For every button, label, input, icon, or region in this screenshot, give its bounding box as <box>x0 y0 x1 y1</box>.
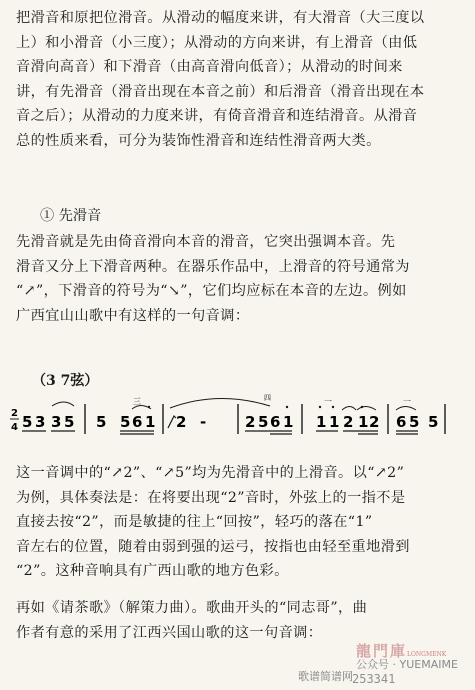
score-label: （3 7弦） <box>32 373 99 389</box>
note: 1 <box>145 413 156 431</box>
text-line: 音之后）；从滑动的力度来讲，有倚音滑音和连结滑音。从滑音 <box>16 108 418 124</box>
note: 2 <box>369 413 380 431</box>
time-signature-top: 2 <box>11 408 18 419</box>
note: 2 <box>176 413 187 431</box>
text-line: 总的性质来看，可分为装饰性滑音和连结性滑音两大类。 <box>16 132 381 149</box>
text-line: 这一音调中的“↗2”、“↗5”均为先滑音中的上滑音。以“↗2” <box>16 465 405 481</box>
section-heading: ① 先滑音 <box>40 208 102 224</box>
numbered-notation-score <box>8 392 468 446</box>
paragraph-glide-types <box>16 6 456 153</box>
note: 1 <box>283 413 294 431</box>
watermark-site: 歌谱简谱网 <box>298 670 353 683</box>
paragraph-tea-song <box>16 596 456 645</box>
note: 6 <box>132 413 143 431</box>
note: 6 <box>270 413 281 431</box>
text-line: 作者有意的采用了江西兴国山歌的这一句音调： <box>16 624 323 641</box>
watermark-wechat: 公众号 · YUEMAIME <box>356 658 458 671</box>
paragraph-example-explanation <box>16 461 456 584</box>
text-line: 上）和小滑音（小三度）；从滑动的方向来讲，有上滑音（由低 <box>16 34 418 51</box>
note: 1 <box>316 413 327 431</box>
text-line: 讲，有先滑音（滑音出现在本音之前）和后滑音（滑音出现在本 <box>16 83 425 100</box>
note: 5 <box>120 413 131 431</box>
string-mark: 一 <box>324 397 332 406</box>
note: 5 <box>64 413 75 431</box>
note: - <box>200 413 207 431</box>
text-line: 直接去按“2”，而是敏捷的往上“回按”，轻巧的落在“1” <box>16 514 373 530</box>
watermark-logo-sub: LONGMENK <box>407 651 447 658</box>
watermark-code: 253341 <box>352 672 396 686</box>
note: 3 <box>51 413 62 431</box>
watermark-logo-text: 龍門庫 <box>356 642 408 660</box>
string-mark: 三 <box>133 397 141 406</box>
note: 5 <box>22 413 33 431</box>
text-line: 先滑音就是先由倚音滑向本音的滑音，它突出强调本音。先 <box>16 234 396 250</box>
text-line: 广西宜山山歌中有这样的一句音调： <box>16 307 250 324</box>
text-line: 把滑音和原把位滑音。从滑动的幅度来讲，有大滑音（大三度以 <box>16 10 425 26</box>
note: 5 <box>96 413 107 431</box>
note: 6 <box>396 413 407 431</box>
text-line: 音滑向高音）和下滑音（由高音滑向低音）；从滑动的时间来 <box>16 59 403 75</box>
note: 1 <box>329 413 340 431</box>
string-mark: 一 <box>403 397 411 406</box>
text-line: 为例，具体奏法是：在将要出现“2”音时，外弦上的一指不是 <box>16 489 406 506</box>
paragraph-pre-glide <box>16 230 456 328</box>
note: 5 <box>409 413 420 431</box>
text-line: 滑音又分上下滑音两种。在器乐作品中，上滑音的符号通常为 <box>16 258 410 275</box>
note: 5 <box>428 413 439 431</box>
note: 2 <box>343 413 354 431</box>
string-mark: 四 <box>264 394 271 402</box>
time-signature-bottom: 4 <box>11 422 18 433</box>
text-line: 再如《请茶歌》（解策力曲）。歌曲开头的“同志哥”，曲 <box>16 600 368 616</box>
note: 3 <box>35 413 46 431</box>
note: 1 <box>358 413 369 431</box>
note: 2 <box>245 413 256 431</box>
text-line: “2”。这种音响具有广西山歌的地方色彩。 <box>16 563 289 579</box>
text-line: “↗”，下滑音的符号为“↘”，它们均应标在本音的左边。例如 <box>16 283 407 299</box>
note: 5 <box>258 413 269 431</box>
text-line: 音左右的位置，随着由弱到强的运弓，按指也由轻至重地滑到 <box>16 538 410 555</box>
